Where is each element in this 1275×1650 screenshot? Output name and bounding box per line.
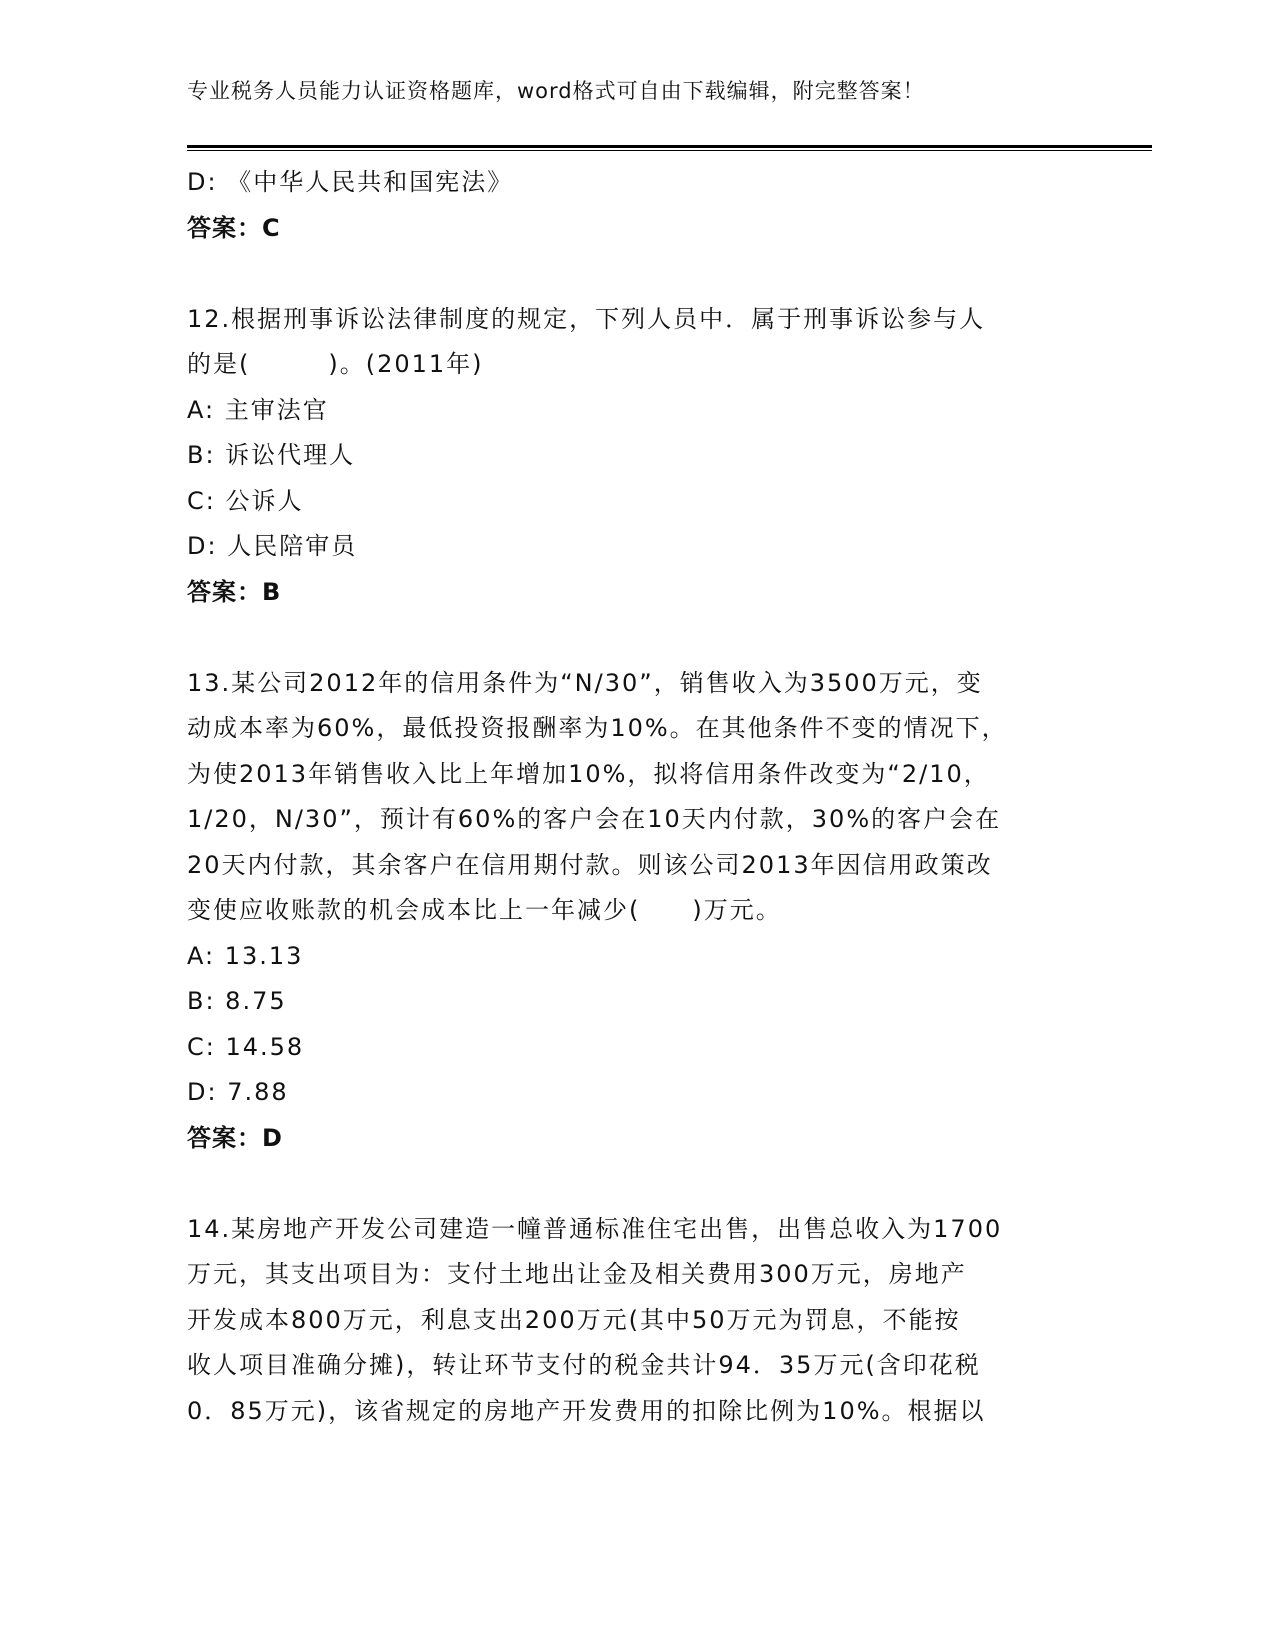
spacer (187, 251, 1087, 297)
q11-option-d: D: 《中华人民共和国宪法》 (187, 168, 514, 196)
q13-option-b: B: 8.75 (187, 987, 287, 1015)
q14-stem-line: 14.某房地产开发公司建造一幢普通标准住宅出售，出售总收入为1700 (187, 1214, 1003, 1243)
q12-answer: 答案：B (187, 577, 282, 606)
q12-stem-line: 12.根据刑事诉讼法律制度的规定，下列人员中．属于刑事诉讼参与人 (187, 304, 986, 333)
q14-stem-line: 收人项目准确分摊)，转让环节支付的税金共计94．35万元(含印花税 (187, 1351, 981, 1379)
q13-option-c: C: 14.58 (187, 1032, 305, 1061)
spacer (187, 615, 1087, 661)
q13-stem-line: 20天内付款，其余客户在信用期付款。则该公司2013年因信用政策改 (187, 850, 993, 879)
q11-answer: 答案：C (187, 213, 281, 242)
page-header: 专业税务人员能力认证资格题库，word格式可自由下载编辑，附完整答案！ (187, 79, 925, 103)
q13-stem-line: 13.某公司2012年的信用条件为“N/30”，销售收入为3500万元，变 (187, 668, 983, 697)
header-rule (187, 145, 1152, 151)
question-content (187, 160, 1087, 1434)
q14-stem-line: 开发成本800万元，利息支出200万元(其中50万元为罚息，不能按 (187, 1305, 961, 1334)
q13-answer: 答案：D (187, 1123, 283, 1152)
q13-stem-line: 为使2013年销售收入比上年增加10%，拟将信用条件改变为“2/10， (187, 759, 990, 788)
q12-stem-line: 的是( )。(2011年) (187, 350, 484, 378)
q12-option-b: B: 诉讼代理人 (187, 441, 356, 469)
q13-stem-line: 动成本率为60%，最低投资报酬率为10%。在其他条件不变的情况下， (187, 714, 1008, 742)
q12-option-a: A: 主审法官 (187, 395, 329, 424)
q13-option-d: D: 7.88 (187, 1078, 289, 1106)
q14-stem-line: 万元，其支出项目为：支付土地出让金及相关费用300万元，房地产 (187, 1260, 967, 1288)
q14-stem-line: 0．85万元)，该省规定的房地产开发费用的扣除比例为10%。根据以 (187, 1396, 986, 1425)
q13-stem-line: 1/20，N/30”，预计有60%的客户会在10天内付款，30%的客户会在 (187, 805, 1002, 833)
q13-option-a: A: 13.13 (187, 941, 304, 970)
q12-option-c: C: 公诉人 (187, 486, 304, 515)
q13-stem-line: 变使应收账款的机会成本比上一年减少( )万元。 (187, 896, 782, 924)
spacer (187, 1161, 1087, 1207)
q12-option-d: D: 人民陪审员 (187, 532, 358, 560)
